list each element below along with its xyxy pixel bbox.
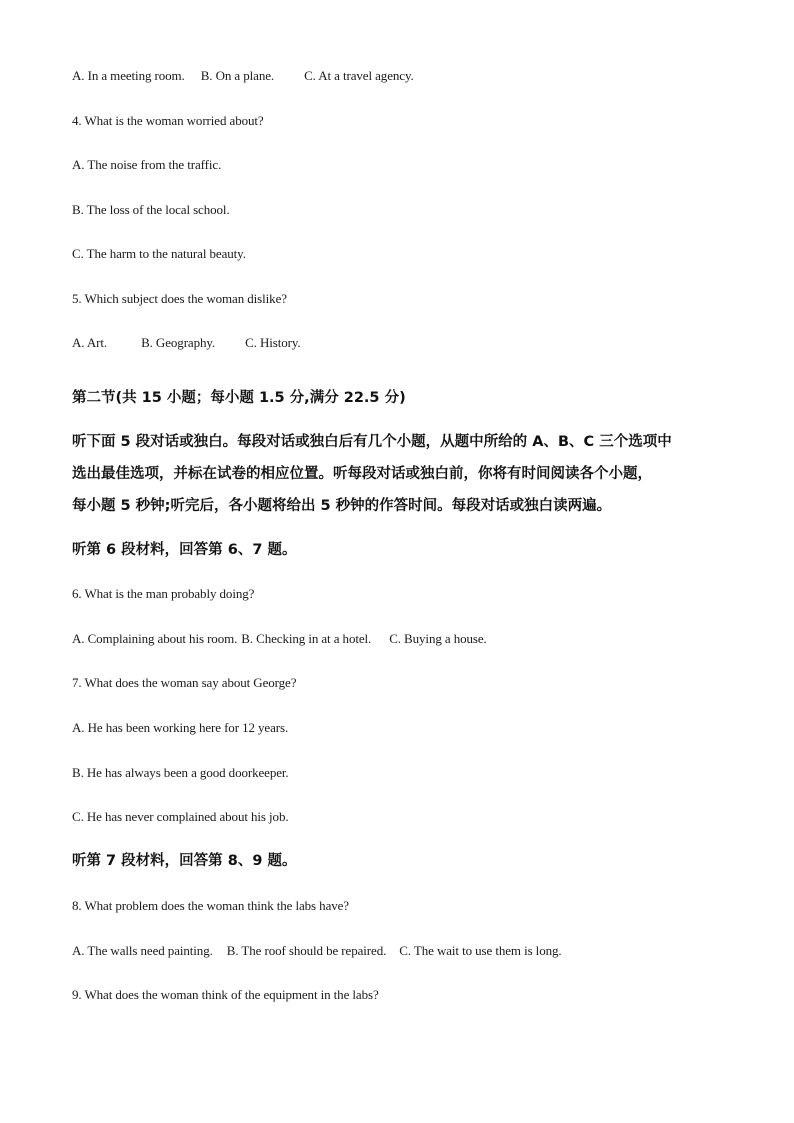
question-6: 6. What is the man probably doing? [72,586,255,601]
material-7-heading: 听第 7 段材料，回答第 8、9 题。 [72,853,297,869]
question-7-option-a: A. He has been working here for 12 years. [72,720,289,735]
instructions-line-2: 选出最佳选项，并标在试卷的相应位置。听每段对话或独白前，你将有时间阅读各个小题， [72,466,652,482]
question-8-options [72,943,562,959]
question-7-option-c: C. He has never complained about his job. [72,809,289,824]
question-7-option-b: B. He has always been a good doorkeeper. [72,765,289,780]
option-b: B. On a plane. [200,68,275,83]
option-b: B. Geography. [141,335,216,350]
option-c: C. At a travel agency. [304,68,414,83]
question-9: 9. What does the woman think of the equipment in the labs? [72,987,379,1002]
instructions-line-1: 听下面 5 段对话或独白。每段对话或独白后有几个小题，从题中所给的 A、B、C 三个选项中 [72,434,672,450]
question-4-option-b: B. The loss of the local school. [72,202,230,217]
question-4-option-c: C. The harm to the natural beauty. [72,246,246,261]
material-6-heading: 听第 6 段材料，回答第 6、7 题。 [72,542,297,558]
option-b: B. The roof should be repaired. [226,943,387,958]
question-5: 5. Which subject does the woman dislike? [72,291,287,306]
question-5-options [72,335,301,351]
question-4-option-a: A. The noise from the traffic. [72,157,222,172]
section-2-title: 第二节(共 15 小题；每小题 1.5 分,满分 22.5 分) [72,390,406,406]
instructions-line-3: 每小题 5 秒钟;听完后，各小题将给出 5 秒钟的作答时间。每段对话或独白读两遍。 [72,498,612,514]
option-c: C. History. [245,335,301,350]
question-6-options [72,631,487,647]
question-8: 8. What problem does the woman think the labs have? [72,898,349,913]
option-a: A. Complaining about his room. [72,631,238,646]
option-c: C. The wait to use them is long. [399,943,562,958]
question-3-options [72,68,414,84]
option-b: B. Checking in at a hotel. [241,631,372,646]
option-a: A. The walls need painting. [72,943,213,958]
question-4: 4. What is the woman worried about? [72,113,264,128]
option-a: A. In a meeting room. [72,68,185,83]
option-c: C. Buying a house. [389,631,487,646]
question-7: 7. What does the woman say about George? [72,675,297,690]
option-a: A. Art. [72,335,108,350]
